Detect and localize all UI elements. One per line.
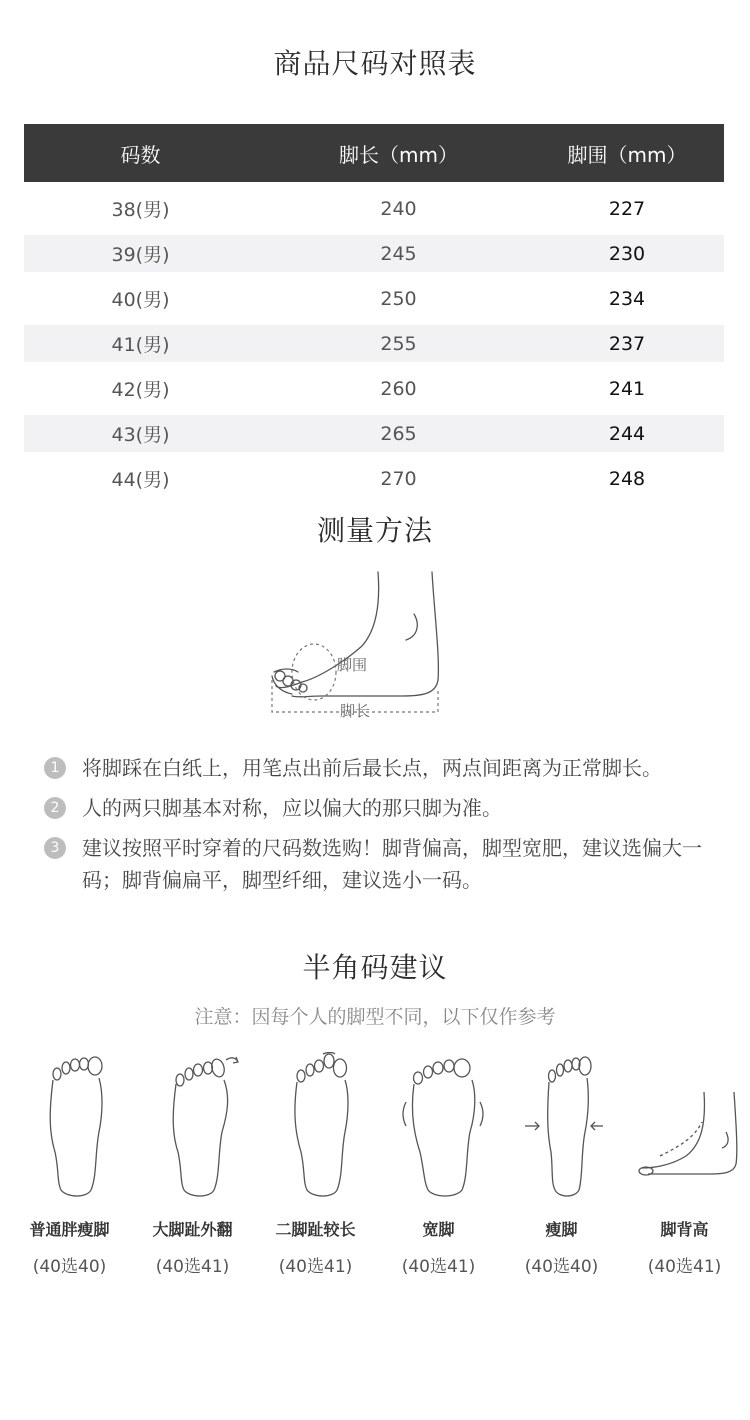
cell-size: 38(男) xyxy=(111,199,170,221)
size-table xyxy=(24,124,724,497)
header-size: 码数 xyxy=(120,142,161,167)
foot-type-size: (40选41) xyxy=(155,1257,230,1277)
cell-girth: 227 xyxy=(608,197,646,220)
foot-type-item xyxy=(131,1052,254,1277)
cell-length: 265 xyxy=(380,422,417,445)
cell-length: 240 xyxy=(380,197,417,220)
method-title: 测量方法 xyxy=(316,514,433,547)
half-size-note: 注意：因每个人的脚型不同，以下仅作参考 xyxy=(194,1006,556,1028)
cell-girth: 230 xyxy=(608,242,646,265)
step-text: 将脚踩在白纸上，用笔点出前后最长点，两点间距离为正常脚长。 xyxy=(82,756,662,780)
cell-length: 245 xyxy=(380,242,417,265)
high-instep-icon xyxy=(630,1052,740,1197)
cell-length: 250 xyxy=(380,287,417,310)
foot-type-item xyxy=(254,1052,377,1277)
table-row xyxy=(24,280,724,317)
cell-size: 44(男) xyxy=(111,469,170,491)
foot-type-size: (40选40) xyxy=(524,1257,599,1277)
header-girth: 脚围（mm） xyxy=(567,142,687,167)
foot-type-name: 大脚趾外翻 xyxy=(152,1220,233,1239)
foot-type-item xyxy=(377,1052,500,1277)
step-number-badge: 2 xyxy=(44,797,66,819)
foot-types xyxy=(8,1052,748,1277)
cell-length: 255 xyxy=(380,332,417,355)
cell-girth: 234 xyxy=(608,287,646,310)
header-length: 脚长（mm） xyxy=(339,142,458,167)
step-text: 建议按照平时穿着的尺码数选购！脚背偏高，脚型宽肥，建议选偏大一码；脚背偏扁平，脚型纤细，建议选小一码。 xyxy=(82,836,702,892)
step-number-badge: 1 xyxy=(44,757,66,779)
step-number-badge: 3 xyxy=(44,837,66,859)
wide-foot-icon xyxy=(384,1052,494,1197)
table-row xyxy=(24,415,724,452)
table-row xyxy=(24,325,724,362)
foot-type-name: 宽脚 xyxy=(422,1220,455,1239)
step-item xyxy=(44,792,724,824)
table-row xyxy=(24,460,724,497)
cell-girth: 248 xyxy=(608,467,646,490)
cell-girth: 244 xyxy=(608,422,646,445)
cell-length: 270 xyxy=(380,467,417,490)
cell-size: 40(男) xyxy=(111,289,170,311)
cell-girth: 237 xyxy=(608,332,646,355)
foot-type-size: (40选40) xyxy=(32,1257,107,1277)
size-chart-title: 商品尺码对照表 xyxy=(273,47,477,80)
length-label: 脚长 xyxy=(339,702,371,718)
foot-type-size: (40选41) xyxy=(647,1257,722,1277)
foot-type-name: 普通胖瘦脚 xyxy=(29,1220,110,1239)
narrow-foot-icon xyxy=(507,1052,617,1197)
normal-foot-icon xyxy=(15,1052,125,1197)
step-item xyxy=(44,752,724,784)
table-row xyxy=(24,370,724,407)
foot-type-size: (40选41) xyxy=(401,1257,476,1277)
table-row xyxy=(24,190,724,227)
girth-label: 脚围 xyxy=(336,656,368,674)
foot-type-name: 脚背高 xyxy=(660,1220,709,1239)
foot-type-size: (40选41) xyxy=(278,1257,353,1277)
foot-type-item xyxy=(623,1052,746,1277)
step-text: 人的两只脚基本对称，应以偏大的那只脚为准。 xyxy=(82,796,502,820)
measure-steps xyxy=(44,752,724,904)
cell-size: 42(男) xyxy=(111,379,170,401)
bunion-foot-icon xyxy=(138,1052,248,1197)
table-header xyxy=(24,124,724,182)
table-row xyxy=(24,235,724,272)
cell-size: 43(男) xyxy=(111,424,170,446)
half-size-title: 半角码建议 xyxy=(302,951,448,984)
foot-type-item xyxy=(8,1052,131,1277)
foot-type-name: 瘦脚 xyxy=(545,1220,578,1239)
cell-length: 260 xyxy=(380,377,417,400)
cell-girth: 241 xyxy=(608,377,646,400)
cell-size: 39(男) xyxy=(111,244,170,266)
foot-measure-diagram xyxy=(262,568,452,718)
foot-type-item xyxy=(500,1052,623,1277)
foot-type-name: 二脚趾较长 xyxy=(275,1220,356,1239)
cell-size: 41(男) xyxy=(111,334,170,356)
step-item xyxy=(44,832,724,896)
long-second-toe-icon xyxy=(261,1052,371,1197)
